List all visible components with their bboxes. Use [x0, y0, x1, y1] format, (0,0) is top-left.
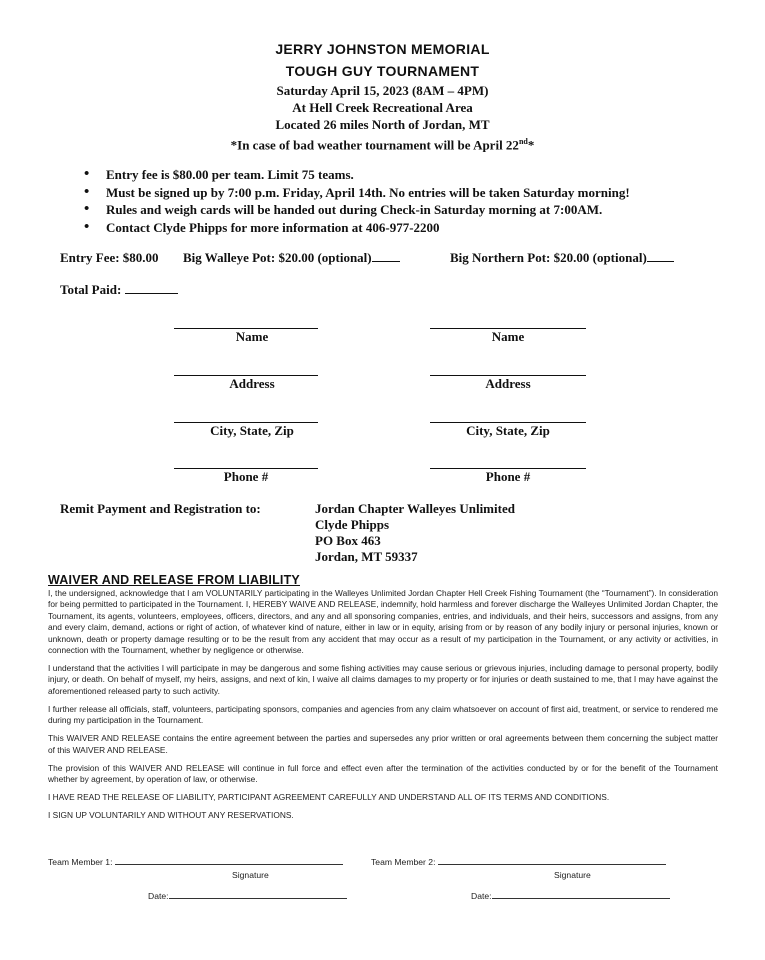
remit-contact: Clyde Phipps	[315, 517, 390, 532]
date-1-field[interactable]	[169, 891, 347, 899]
rule-item: • Contact Clyde Phipps for more information at 406-977-2200	[84, 219, 630, 237]
city-label-2: City, State, Zip	[466, 423, 550, 438]
walleye-pot-field[interactable]	[372, 251, 400, 262]
rules-list	[84, 166, 630, 236]
remit-po-box: PO Box 463	[315, 533, 381, 548]
address-label-1: Address	[229, 376, 275, 391]
remit-address	[315, 501, 515, 565]
total-paid-field[interactable]	[125, 283, 178, 294]
event-distance: Located 26 miles North of Jordan, MT	[275, 117, 490, 132]
waiver-paragraph: I, the undersigned, acknowledge that I am VOLUNTARILY participating in the Walleyes Unlimited Jordan Chapter Hell Creek Fishing Tournament (the “Tournament”). In consideration for being permitted to participated in the Tournament. I, HEREBY WAIVE AND RELEASE, indemnify, hold harmless and forever discharge the Walleyes Unlimited Jordan Chapter, the Tournament, its agents, volunteers, employees, officers, directors, and any and all sponsoring companies, entries, and individuals, and their heirs, successors and assigns, from any and every claim, demand, actions or right of action, of whatever kind of nature, either in law or in equity, arising from or by reason of any bodily injury or personal injuries, known or unknown, death or property damage resulting or to be the result from any accident that may occur as a result of my participation in the Tournament, or any activity or activities, in connection with the Tournament, whether by negligence or otherwise.	[48, 588, 718, 656]
signature-label-2: Signature	[554, 870, 591, 880]
remit-org: Jordan Chapter Walleyes Unlimited	[315, 501, 515, 516]
phone-label-1: Phone #	[223, 469, 269, 484]
waiver-paragraph: The provision of this WAIVER AND RELEASE will continue in full force and effect even after the termination of the activities conducted by or for the benefit of the Tournament whether by agreement, by operation of law, or otherwise.	[48, 762, 718, 785]
date-2: Date:	[471, 891, 670, 901]
event-date: Saturday April 15, 2023 (8AM – 4PM)	[276, 83, 489, 98]
phone-label-2: Phone #	[485, 469, 531, 484]
title-line-1: JERRY JOHNSTON MEMORIAL	[275, 41, 490, 57]
team-member-1: Team Member 1:	[48, 857, 343, 867]
address-label-2: Address	[485, 376, 531, 391]
waiver-paragraph: This WAIVER AND RELEASE contains the entire agreement between the parties and supersedes any prior written or oral agreements between them concerning the subject matter of this WAIVER AND RELEASE.	[48, 733, 718, 755]
rule-item: • Must be signed up by 7:00 p.m. Friday, April 14th. No entries will be taken Saturday morning!	[84, 184, 630, 202]
name-label-1: Name	[235, 329, 269, 344]
name-label-2: Name	[491, 329, 525, 344]
city-label-1: City, State, Zip	[210, 423, 294, 438]
waiver-paragraph: I SIGN UP VOLUNTARILY AND WITHOUT ANY RESERVATIONS.	[48, 810, 294, 821]
rule-item: • Entry fee is $80.00 per team. Limit 75 teams.	[84, 166, 630, 184]
team-member-2-signature-field[interactable]	[438, 857, 666, 865]
signature-label-1: Signature	[232, 870, 269, 880]
title-line-2: TOUGH GUY TOURNAMENT	[285, 63, 480, 79]
form-header	[0, 38, 765, 153]
waiver-paragraph: I further release all officials, staff, volunteers, participating sponsors, companies and agencies from any claim whatsoever on account of first aid, treatment, or service to rendered me during my participation in the Tournament.	[48, 703, 718, 726]
rule-item: • Rules and weigh cards will be handed out during Check-in Saturday morning at 7:00AM.	[84, 201, 630, 219]
entry-fee-label: Entry Fee: $80.00	[60, 250, 159, 265]
northern-pot-field[interactable]	[647, 251, 674, 262]
total-paid: Total Paid:	[60, 282, 178, 298]
date-1: Date:	[148, 891, 347, 901]
waiver-paragraph: I understand that the activities I will participate in may be dangerous and some fishing activities may cause serious or grievous injuries, including damage to personal property, bodily injury, or death. On behalf of myself, my heirs, assigns, and next of kin, I waive all claims damages to my property or for injuries or death sustained to me, that I may have against the aforementioned released party to such activity.	[48, 663, 718, 696]
waiver-text	[48, 588, 718, 828]
remit-label: Remit Payment and Registration to:	[60, 501, 261, 516]
date-2-field[interactable]	[492, 891, 670, 899]
team-member-2: Team Member 2:	[371, 857, 666, 867]
event-location: At Hell Creek Recreational Area	[292, 100, 473, 115]
waiver-paragraph: I HAVE READ THE RELEASE OF LIABILITY, PARTICIPANT AGREEMENT CAREFULLY AND UNDERSTAND ALL OF ITS TERMS AND CONDITIONS.	[48, 792, 610, 803]
walleye-pot: Big Walleye Pot: $20.00 (optional)	[183, 250, 400, 266]
waiver-title: WAIVER AND RELEASE FROM LIABILITY	[48, 573, 300, 587]
team-member-1-signature-field[interactable]	[115, 857, 343, 865]
northern-pot: Big Northern Pot: $20.00 (optional)	[450, 250, 674, 266]
remit-city: Jordan, MT 59337	[315, 549, 418, 564]
weather-note: *In case of bad weather tournament will be April 22nd*	[230, 137, 535, 153]
